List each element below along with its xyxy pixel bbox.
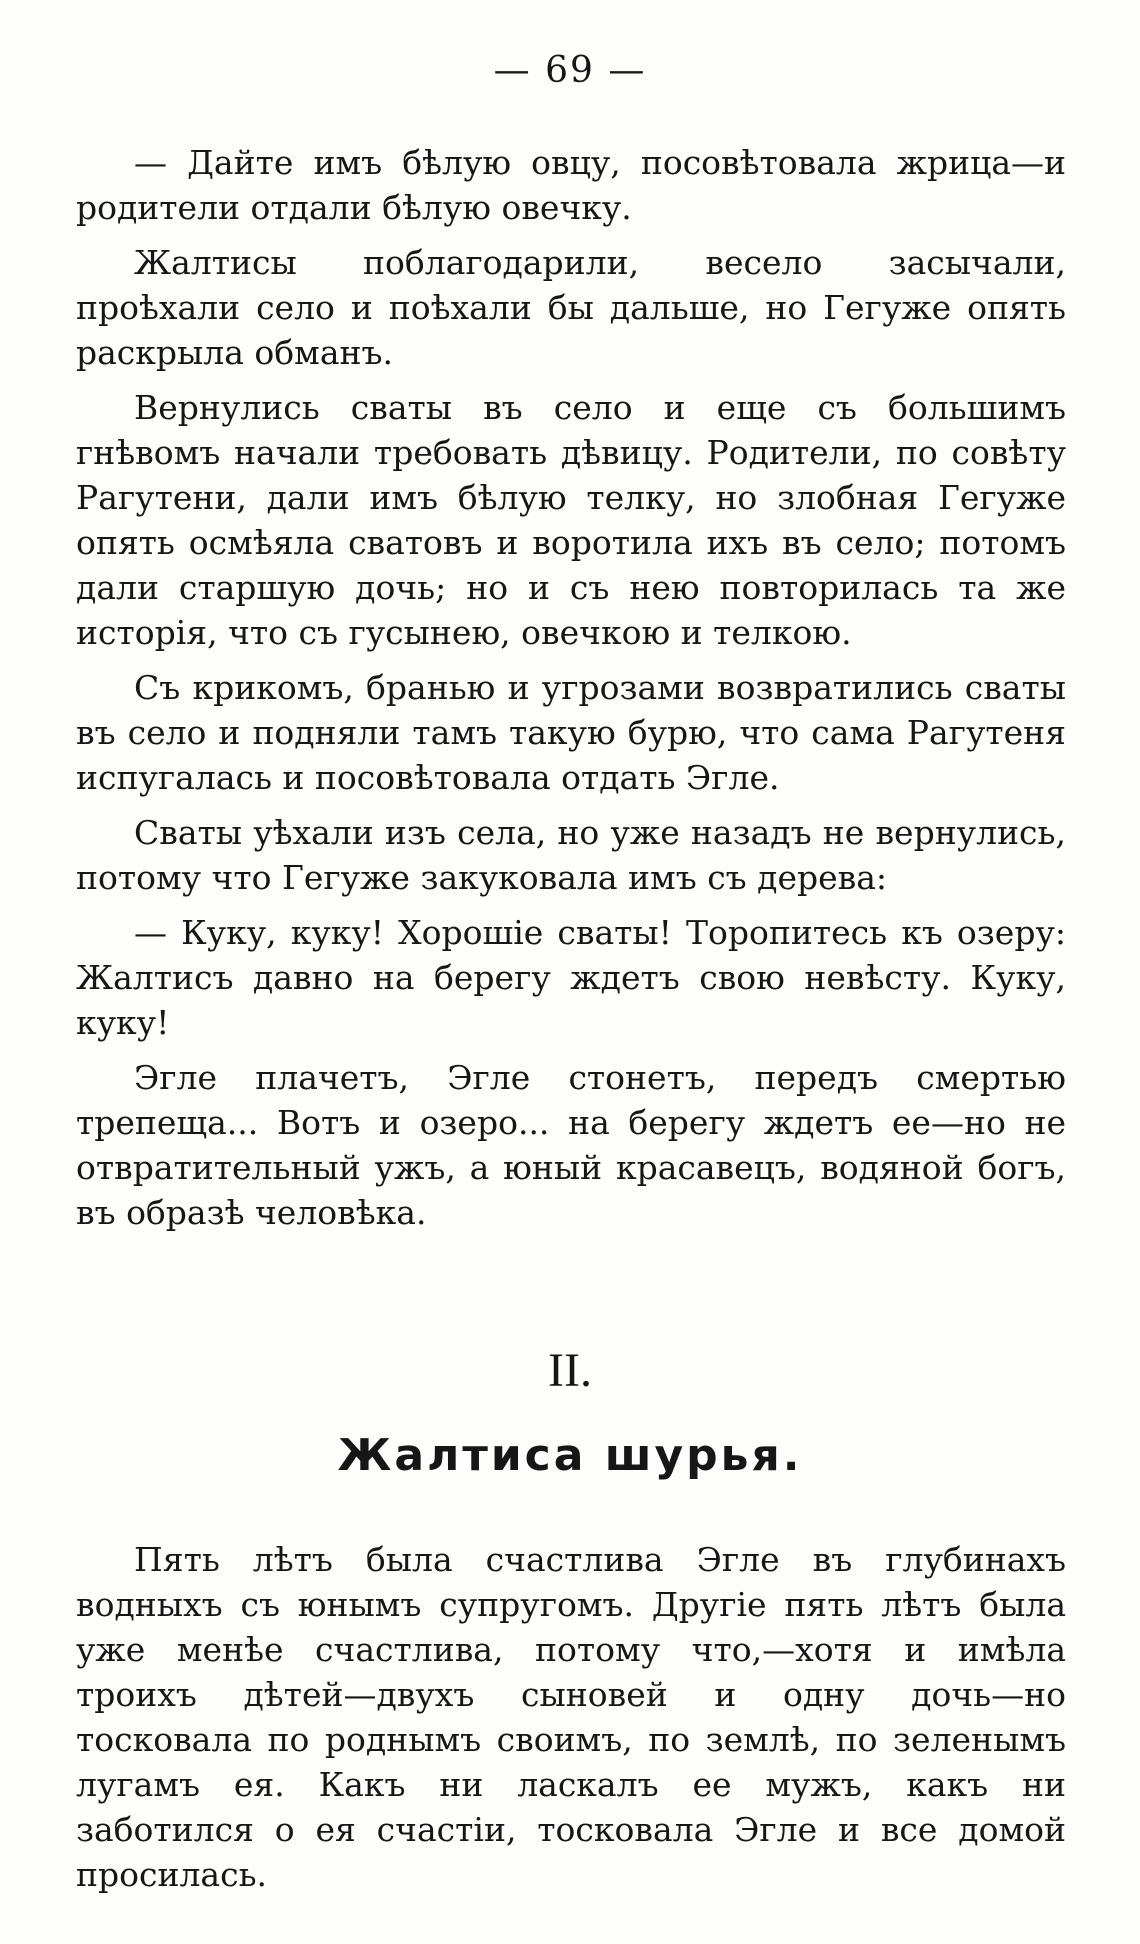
paragraph: Пять лѣтъ была счастлива Эгле въ глубинахъ водныхъ съ юнымъ супругомъ. Другіе пять лѣтъ была уже менѣе счастлива, потому что,—хотя и имѣла троихъ дѣтей—двухъ сыновей и одну дочь—но тосковала по роднымъ своимъ, по землѣ, по зеленымъ лугамъ ея. Какъ ни ласкалъ ее мужъ, какъ ни заботился о ея счастіи, тосковала Эгле и все домой просилась. — [76, 1540, 1066, 1894]
paragraph: Жалтисы поблагодарили, весело засычали, проѣхали село и поѣхали бы дальше, но Гегуже опять раскрыла обманъ. — [76, 243, 1066, 372]
paragraph: Сваты уѣхали изъ села, но уже назадъ не вернулись, потому что Гегуже закуковала имъ съ дерева: — [76, 813, 1066, 897]
text-section-bottom — [76, 1537, 1066, 1907]
paragraph: Эгле плачетъ, Эгле стонетъ, передъ смертью трепеща... Вотъ и озеро... на берегу ждетъ ее—но не отвратительный ужъ, а юный красавецъ, водяной богъ, въ образѣ человѣка. — [76, 1058, 1066, 1232]
paragraph: — Дайте имъ бѣлую овцу, посовѣтовала жрица—и родители отдали бѣлую овечку. — [76, 143, 1066, 227]
page-number: — 69 — — [493, 50, 647, 91]
text-section-top — [76, 140, 1066, 1245]
paragraph: Вернулись сваты въ село и еще съ большимъ гнѣвомъ начали требовать дѣвицу. Родители, по совѣту Рагутени, дали имъ бѣлую телку, но злобная Гегуже опять осмѣяла сватовъ и воротила ихъ въ село; потомъ дали старшую дочь; но и съ нею повторилась та же исторія, что съ гусынею, овечкою и телкою. — [76, 388, 1066, 652]
paragraph: — Куку, куку! Хорошіе сваты! Торопитесь къ озеру: Жалтисъ давно на берегу ждетъ свою невѣсту. Куку, куку! — [76, 913, 1066, 1042]
chapter-number: II. — [548, 1344, 592, 1397]
paragraph: Съ крикомъ, бранью и угрозами возвратились сваты въ село и подняли тамъ такую бурю, что сама Рагутеня испугалась и посовѣтовала отдать Эгле. — [76, 668, 1066, 797]
chapter-title: Жалтиса шурья. — [337, 1430, 803, 1481]
